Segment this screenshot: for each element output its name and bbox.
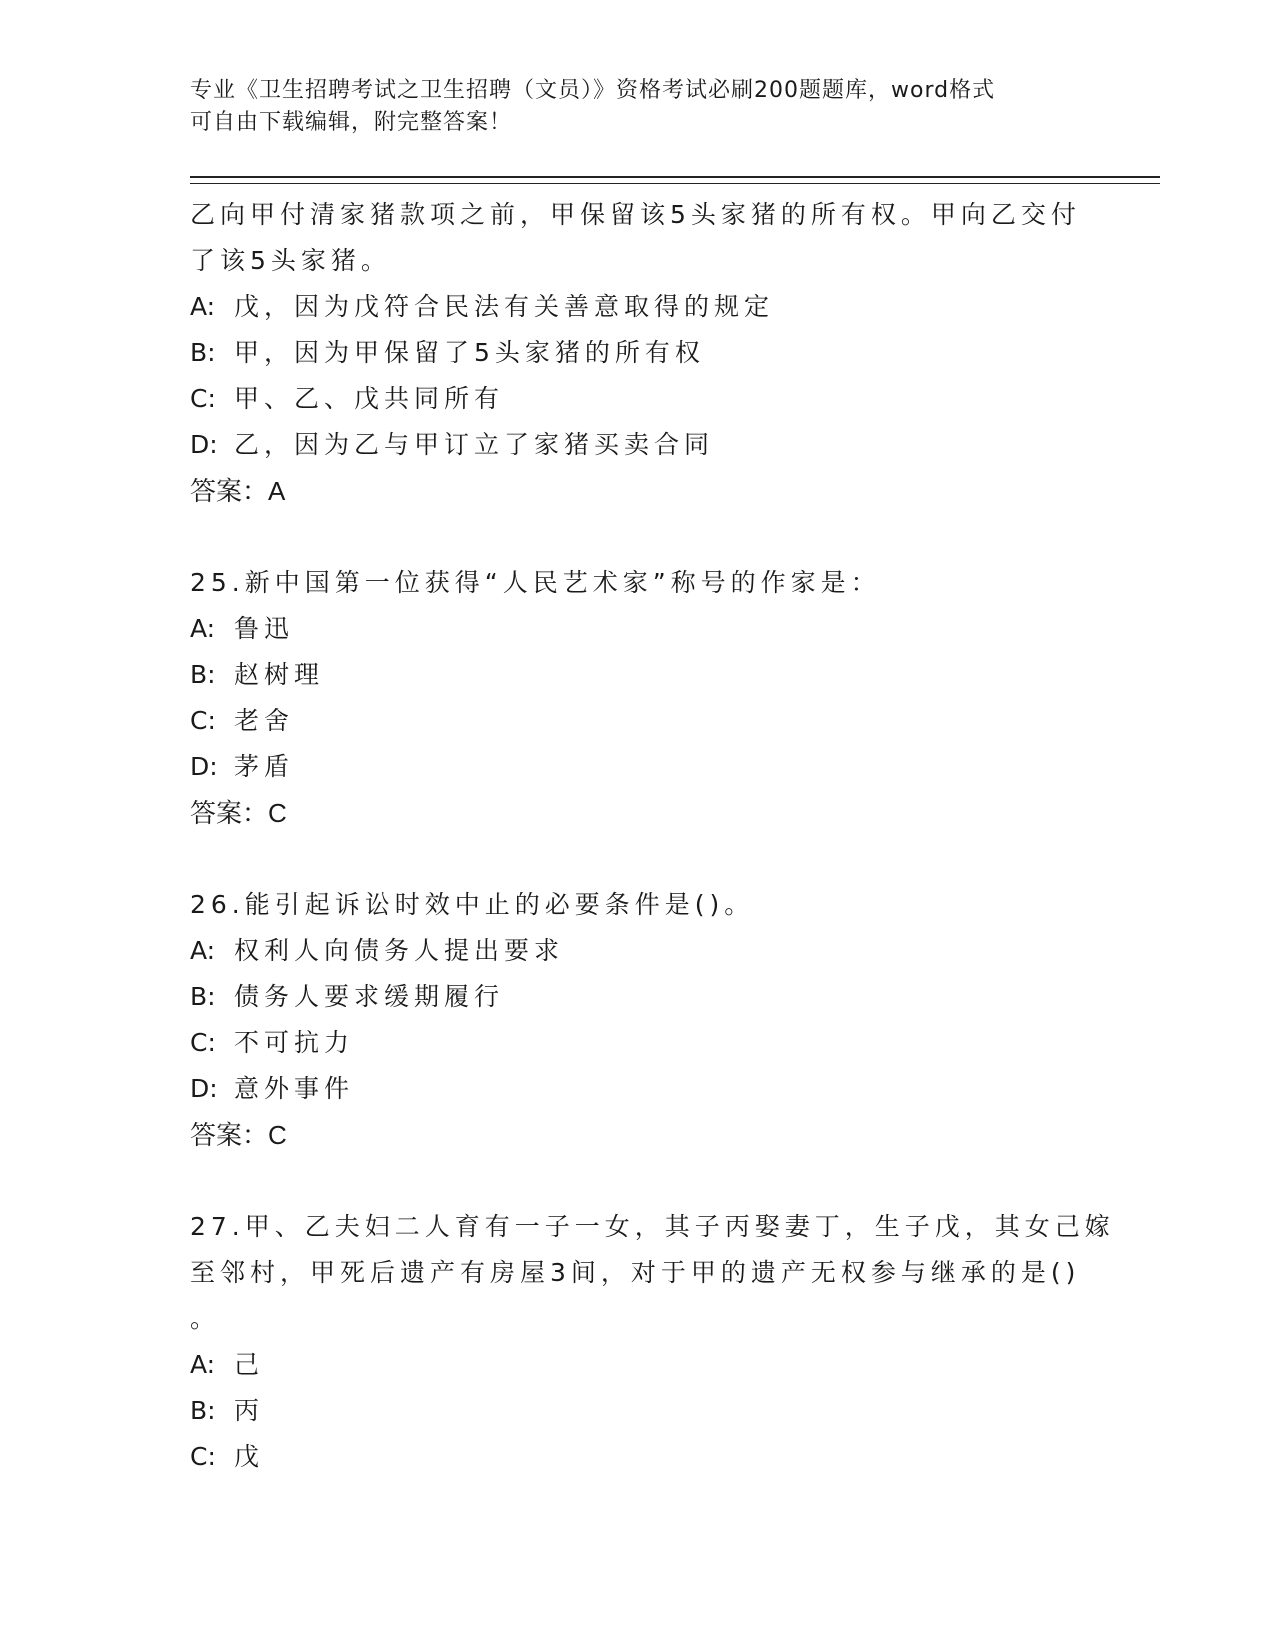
option-c [190,698,1090,744]
option-letter: C: [190,384,216,413]
question-text-line: 27.甲、乙夫妇二人育有一子一女，其子丙娶妻丁，生子戊，其女己嫁 [190,1212,1115,1241]
question-gap [190,514,1090,560]
option-letter: D: [190,1074,218,1103]
option-d [190,1066,1090,1112]
option-b [190,652,1090,698]
option-text: 赵树理 [234,660,325,689]
option-letter: B: [190,1396,216,1425]
option-d [190,744,1090,790]
option-b [190,1388,1090,1434]
option-text: 己 [234,1350,265,1379]
option-letter: C: [190,706,216,735]
option-text: 茅盾 [234,752,295,781]
option-text: 戊 [234,1442,265,1471]
option-d [190,422,1090,468]
option-b [190,330,1090,376]
option-text: 不可抗力 [234,1028,355,1057]
option-letter: D: [190,752,218,781]
option-a [190,928,1090,974]
question-gap [190,836,1090,882]
option-c [190,1434,1090,1480]
question-text-line: 了该5头家猪。 [190,246,391,275]
option-text: 债务人要求缓期履行 [234,982,505,1011]
option-text: 老舍 [234,706,295,735]
question-text-line: 至邻村，甲死后遗产有房屋3间，对于甲的遗产无权参与继承的是() [190,1258,1081,1287]
question-content [190,192,1115,1480]
option-letter: B: [190,982,216,1011]
option-text: 甲，因为甲保留了5头家猪的所有权 [234,338,705,367]
option-letter: A: [190,614,216,643]
header-title-line-2: 可自由下载编辑，附完整答案！ [190,110,513,135]
option-letter: A: [190,292,216,321]
answer-line: 答案：C [190,1120,287,1150]
option-letter: D: [190,430,218,459]
question-text-line: 26.能引起诉讼时效中止的必要条件是()。 [190,890,755,919]
question-24-continuation [190,192,1090,514]
option-text: 甲、乙、戊共同所有 [234,384,505,413]
header-title-line-1: 专业《卫生招聘考试之卫生招聘（文员）》资格考试必刷200题题库，word格式 [190,78,996,103]
option-a [190,284,1090,330]
question-25 [190,560,1090,836]
option-text: 意外事件 [234,1074,355,1103]
option-letter: C: [190,1028,216,1057]
question-text-line: 。 [190,1304,221,1333]
option-a [190,1342,1090,1388]
question-26 [190,882,1090,1158]
option-c [190,376,1090,422]
option-text: 乙，因为乙与甲订立了家猪买卖合同 [234,430,715,459]
option-a [190,606,1090,652]
answer-line: 答案：A [190,476,286,506]
option-text: 戊，因为戊符合民法有关善意取得的规定 [234,292,775,321]
option-b [190,974,1090,1020]
page-header [190,75,1090,139]
option-letter: B: [190,660,216,689]
question-text-line: 乙向甲付清家猪款项之前，甲保留该5头家猪的所有权。甲向乙交付 [190,200,1081,229]
question-text-line: 25.新中国第一位获得“人民艺术家”称号的作家是： [190,568,881,597]
answer-line: 答案：C [190,798,287,828]
option-letter: A: [190,1350,216,1379]
option-text: 权利人向债务人提出要求 [234,936,565,965]
option-letter: B: [190,338,216,367]
option-text: 鲁迅 [234,614,295,643]
question-gap [190,1158,1090,1204]
question-27 [190,1204,1115,1480]
header-divider-thin [190,183,1160,184]
header-divider-thick [190,176,1160,178]
option-text: 丙 [234,1396,265,1425]
option-letter: C: [190,1442,216,1471]
option-letter: A: [190,936,216,965]
option-c [190,1020,1090,1066]
